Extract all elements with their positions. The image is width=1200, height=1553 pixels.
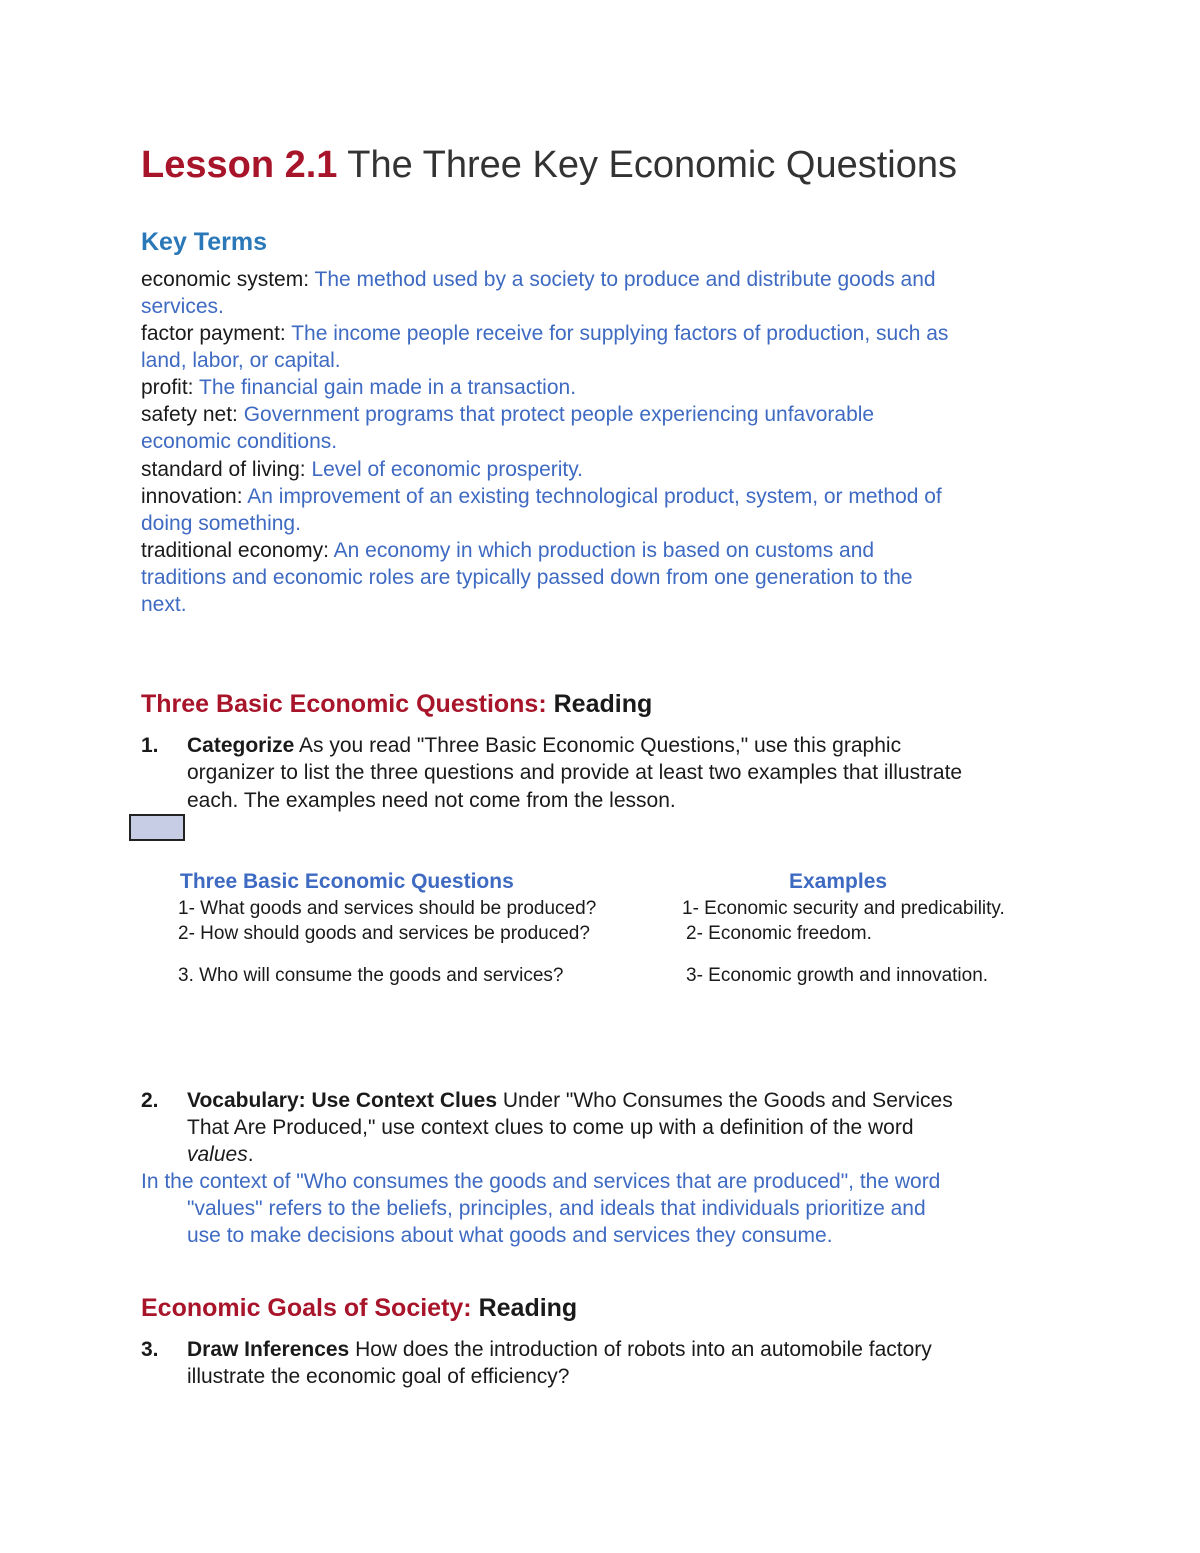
section-heading-title: Economic Goals of Society: bbox=[141, 1294, 472, 1322]
question-3-text bbox=[187, 1336, 932, 1363]
term-profit bbox=[141, 374, 576, 401]
answer-2-text: In the context of "Who consumes the goods and services that are produced", the word bbox=[141, 1170, 941, 1193]
term-label: innovation: bbox=[141, 485, 243, 508]
question-label: Categorize bbox=[187, 734, 295, 757]
question-body: . bbox=[247, 1143, 254, 1166]
organizer-question: 3. Who will consume the goods and services? bbox=[178, 965, 564, 986]
organizer-example: 3- Economic growth and innovation. bbox=[686, 965, 989, 986]
section-heading-title: Three Basic Economic Questions: bbox=[141, 690, 547, 718]
term-definition: Government programs that protect people experiencing unfavorable bbox=[237, 403, 875, 426]
term-definition-continued: economic conditions. bbox=[141, 430, 338, 453]
question-body: As you read "Three Basic Economic Questions," use this graphic bbox=[294, 734, 902, 757]
term-safety-net bbox=[141, 401, 874, 428]
question-2-text-continued bbox=[187, 1141, 254, 1168]
term-label: factor payment: bbox=[141, 322, 286, 345]
lesson-number: Lesson 2.1 bbox=[141, 144, 338, 186]
term-definition-continued: doing something. bbox=[141, 512, 301, 535]
term-label: traditional economy: bbox=[141, 539, 329, 562]
term-definition: The method used by a society to produce and distribute goods and bbox=[309, 268, 936, 291]
term-definition: An economy in which production is based on customs and bbox=[328, 539, 875, 562]
question-1-text bbox=[187, 732, 901, 759]
term-traditional-economy bbox=[141, 537, 874, 564]
graphic-organizer-marker bbox=[129, 814, 185, 841]
italic-word: values bbox=[187, 1143, 248, 1166]
term-label: economic system: bbox=[141, 268, 310, 291]
page-title bbox=[141, 142, 957, 188]
organizer-questions-header: Three Basic Economic Questions bbox=[180, 870, 514, 893]
term-definition: The financial gain made in a transaction. bbox=[193, 376, 577, 399]
question-2-text bbox=[187, 1087, 953, 1114]
organizer-example: 1- Economic security and predicability. bbox=[682, 898, 1005, 919]
organizer-question: 1- What goods and services should be produced? bbox=[178, 898, 597, 919]
term-innovation bbox=[141, 483, 942, 510]
term-standard-of-living bbox=[141, 456, 583, 483]
section-heading-suffix: Reading bbox=[471, 1294, 578, 1322]
organizer-question: 2- How should goods and services be produced? bbox=[178, 923, 590, 944]
question-label: Draw Inferences bbox=[187, 1338, 350, 1361]
answer-2-text-continued: use to make decisions about what goods and services they consume. bbox=[187, 1224, 833, 1247]
term-label: profit: bbox=[141, 376, 194, 399]
lesson-title: The Three Key Economic Questions bbox=[337, 144, 957, 186]
term-definition-continued: services. bbox=[141, 295, 224, 318]
section-heading-basic-questions bbox=[141, 688, 652, 720]
question-number: 2. bbox=[141, 1089, 159, 1112]
organizer-example: 2- Economic freedom. bbox=[686, 923, 872, 944]
term-factor-payment bbox=[141, 320, 948, 347]
question-1-text-continued: each. The examples need not come from the lesson. bbox=[187, 789, 676, 812]
key-terms-heading: Key Terms bbox=[141, 228, 267, 256]
question-3-text-continued: illustrate the economic goal of efficiency? bbox=[187, 1365, 570, 1388]
question-body: How does the introduction of robots into an automobile factory bbox=[349, 1338, 932, 1361]
question-2-text-continued: That Are Produced," use context clues to come up with a definition of the word bbox=[187, 1116, 914, 1139]
term-economic-system bbox=[141, 266, 936, 293]
answer-2-text-continued: "values" refers to the beliefs, principles, and ideals that individuals prioritize and bbox=[187, 1197, 926, 1220]
question-1-text-continued: organizer to list the three questions and provide at least two examples that illustrate bbox=[187, 761, 963, 784]
question-body: Under "Who Consumes the Goods and Services bbox=[497, 1089, 953, 1112]
organizer-examples-header: Examples bbox=[789, 870, 888, 893]
term-label: safety net: bbox=[141, 403, 238, 426]
term-definition-continued: traditions and economic roles are typically passed down from one generation to the bbox=[141, 566, 913, 589]
term-definition-continued: land, labor, or capital. bbox=[141, 349, 341, 372]
question-label: Vocabulary: Use Context Clues bbox=[187, 1089, 498, 1112]
term-definition: An improvement of an existing technological product, system, or method of bbox=[242, 485, 942, 508]
question-number: 1. bbox=[141, 734, 159, 757]
term-definition: Level of economic prosperity. bbox=[305, 458, 584, 481]
section-heading-economic-goals bbox=[141, 1292, 577, 1324]
question-number: 3. bbox=[141, 1338, 159, 1361]
term-definition-continued: next. bbox=[141, 593, 187, 616]
term-label: standard of living: bbox=[141, 458, 306, 481]
term-definition: The income people receive for supplying factors of production, such as bbox=[285, 322, 949, 345]
section-heading-suffix: Reading bbox=[546, 690, 653, 718]
